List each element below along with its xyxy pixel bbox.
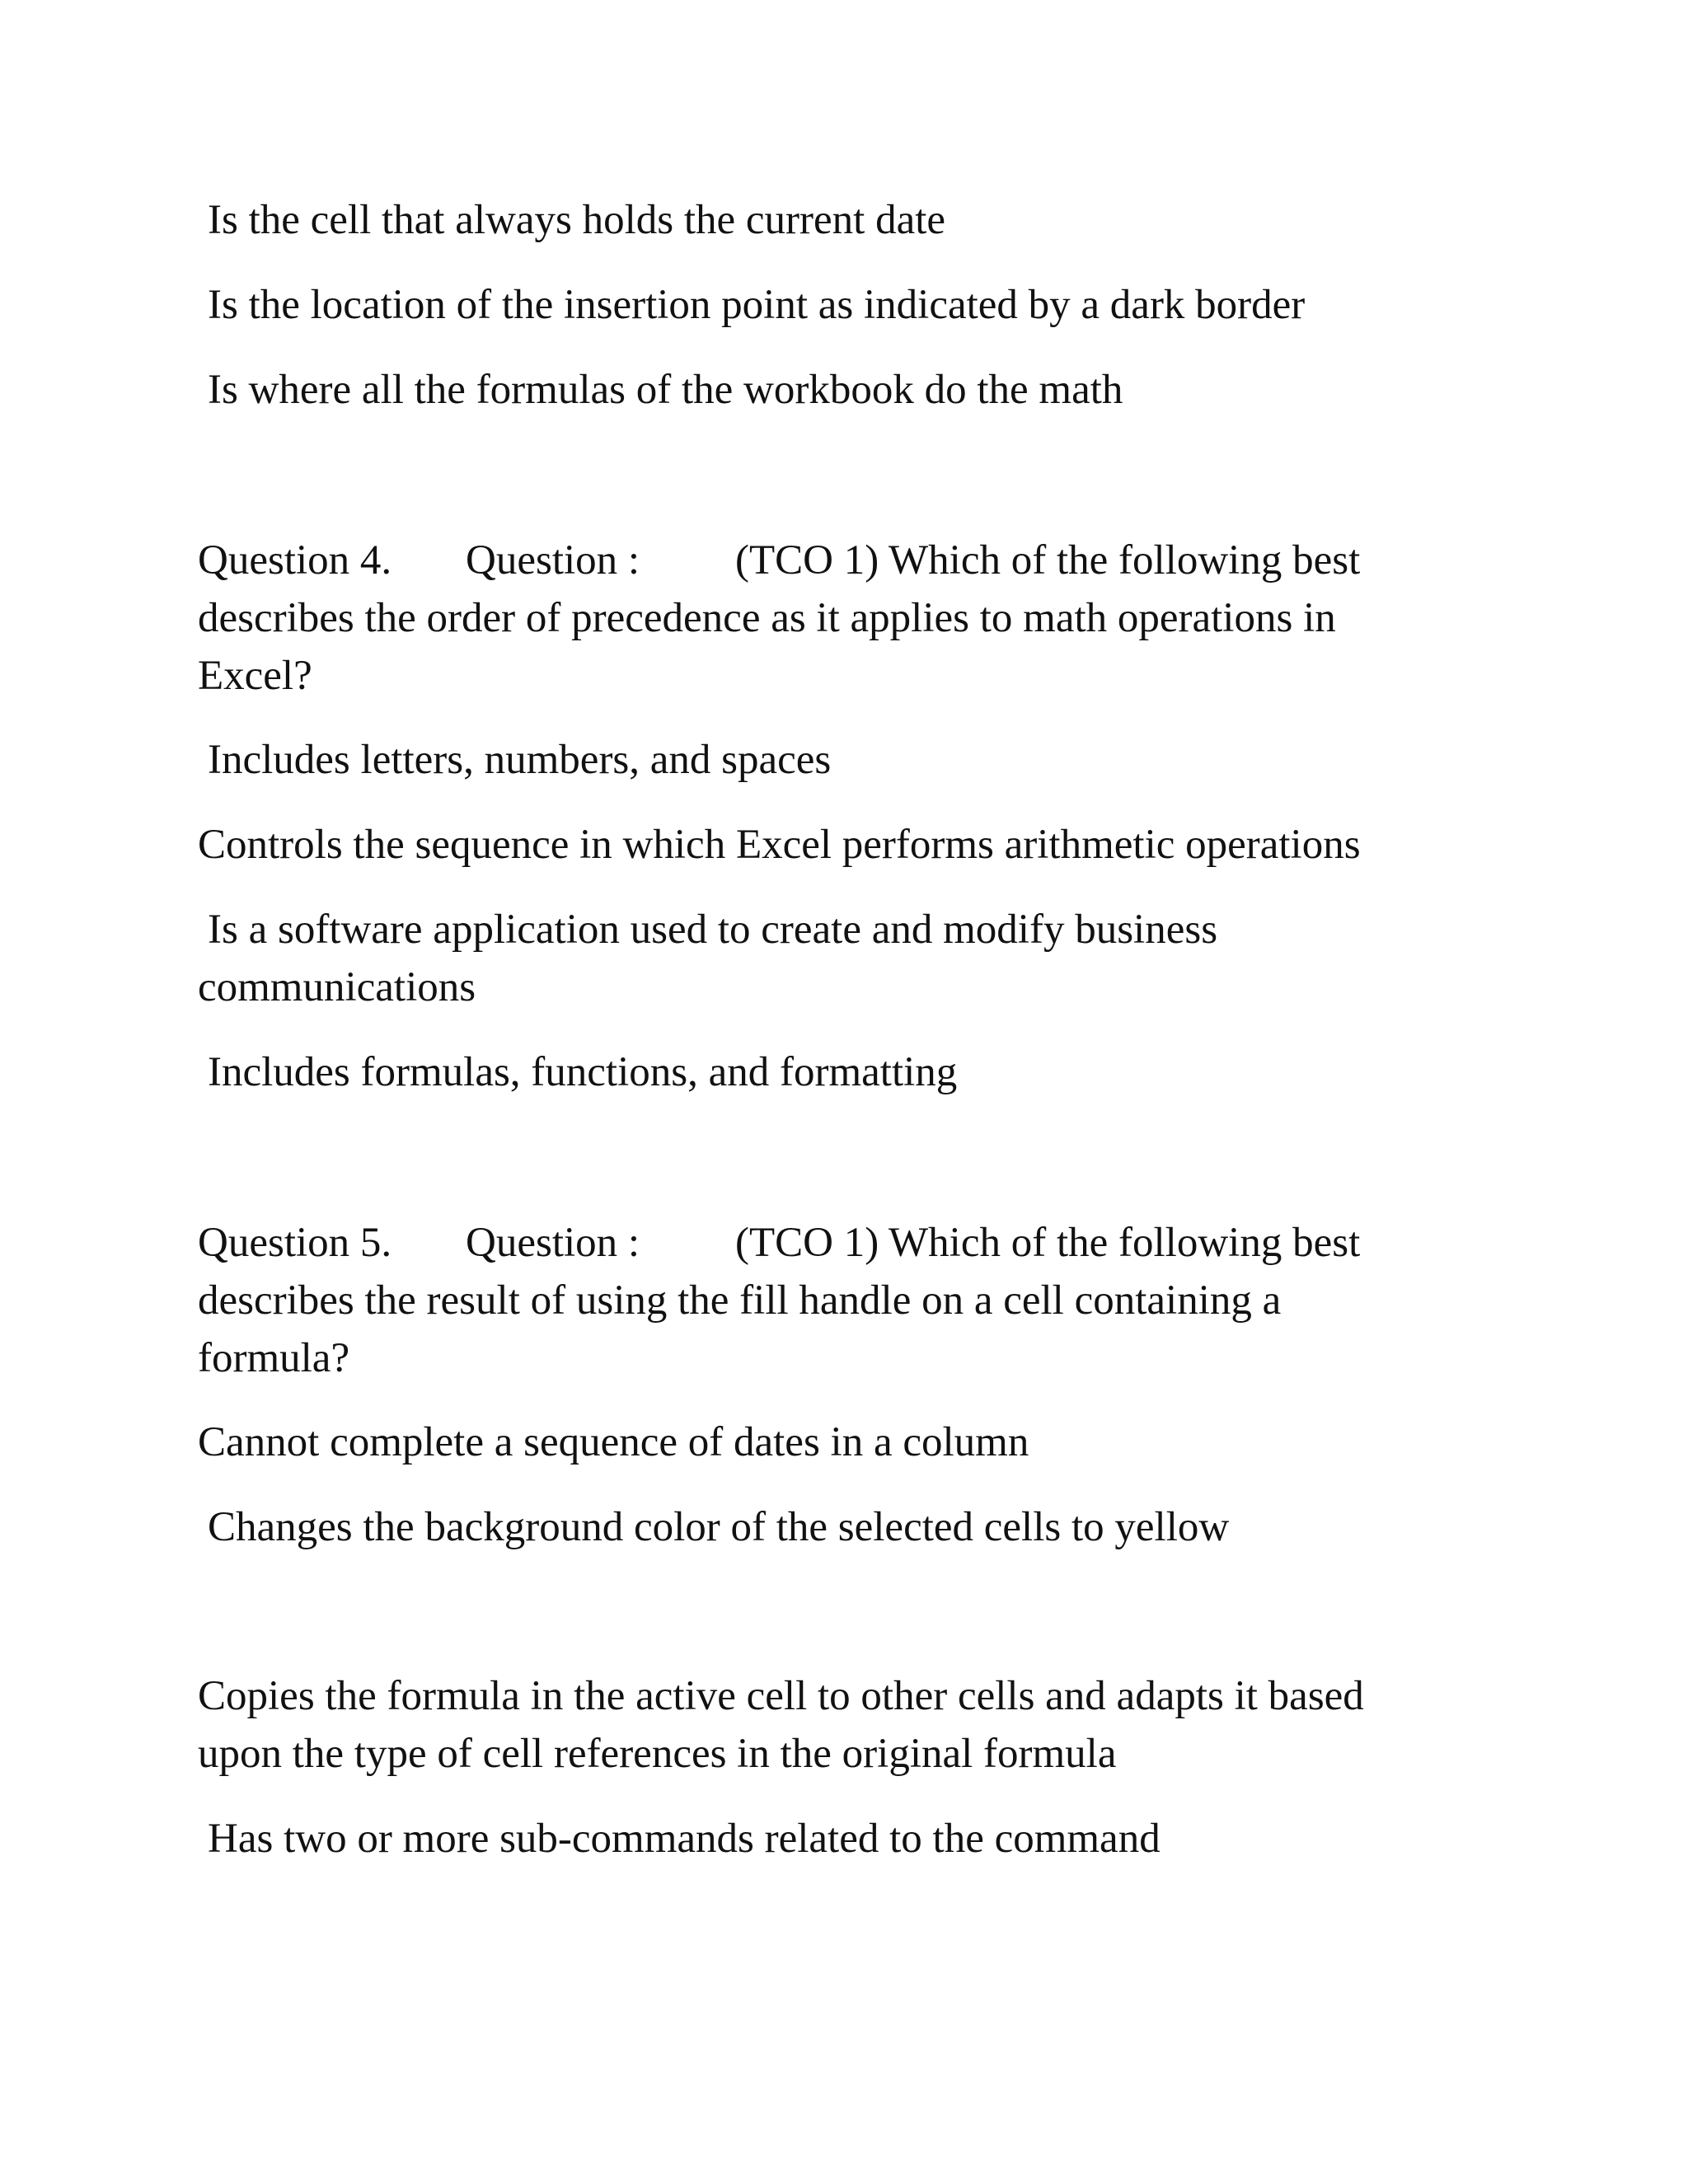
q4-stem-line2: describes the order of precedence as it applies to math operations in — [198, 595, 1336, 641]
q3-option-current-date: Is the cell that always holds the current date — [208, 197, 946, 243]
q4-number-label: Question 4. — [198, 537, 392, 583]
q4-option-controls-sequence: Controls the sequence in which Excel performs arithmetic operations — [198, 822, 1361, 868]
q5-stem-line3: formula? — [198, 1335, 350, 1381]
q5-stem-line2: describes the result of using the fill handle on a cell containing a — [198, 1277, 1282, 1324]
q3-option-formulas-math: Is where all the formulas of the workbook do the math — [208, 367, 1123, 413]
q3-option-insertion-point: Is the location of the insertion point as indicated by a dark border — [208, 282, 1306, 328]
q4-option-letters-numbers: Includes letters, numbers, and spaces — [208, 737, 832, 783]
q5-heading — [198, 1214, 1360, 1272]
q5-option-copies-formula-cont: upon the type of cell references in the original formula — [198, 1731, 1117, 1777]
q4-stem-line1: (TCO 1) Which of the following best — [735, 537, 1361, 583]
q5-stem-line1: (TCO 1) Which of the following best — [735, 1220, 1361, 1266]
q5-question-word: Question : — [466, 1220, 640, 1266]
q4-option-software-application: Is a software application used to create and modify business — [208, 907, 1218, 953]
q4-option-software-application-cont: communications — [198, 964, 476, 1010]
q5-option-copies-formula: Copies the formula in the active cell to other cells and adapts it based — [198, 1673, 1364, 1719]
q5-option-sub-commands: Has two or more sub-commands related to the command — [208, 1816, 1160, 1862]
q4-option-formulas-functions: Includes formulas, functions, and formatting — [208, 1049, 958, 1095]
q4-question-word: Question : — [466, 537, 640, 583]
q4-heading — [198, 532, 1360, 589]
q5-option-background-yellow: Changes the background color of the selected cells to yellow — [208, 1504, 1230, 1550]
q5-option-sequence-dates: Cannot complete a sequence of dates in a column — [198, 1419, 1029, 1465]
q4-stem-line3: Excel? — [198, 653, 312, 699]
q5-number-label: Question 5. — [198, 1220, 392, 1266]
